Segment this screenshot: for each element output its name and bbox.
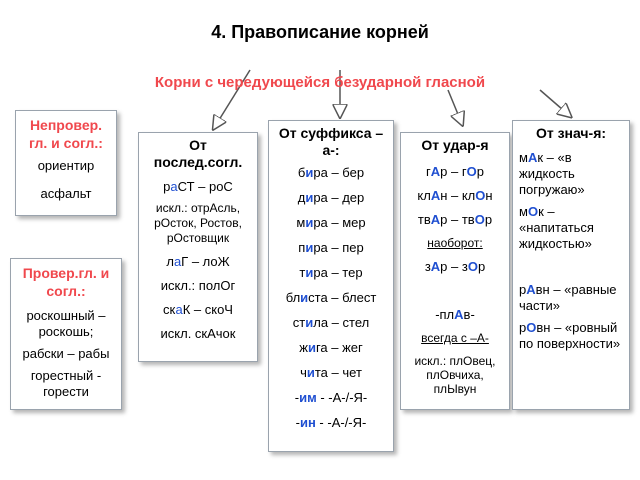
root-pair: клАн – клОн [417,188,493,203]
root-pair: -плАв- [435,307,475,322]
last-consonant-box [138,132,258,362]
stress-header: От удар-я [421,137,489,153]
suffix-pair: жига – жег [299,340,363,355]
suffix-pair: чита – чет [300,365,362,380]
meaning-entry: мОк – «напитаться жидкостью» [519,204,594,251]
verifiable-header: Провер.гл. и согл.: [22,265,110,299]
example-word: роскошный – роскошь; [26,308,106,339]
unverifiable-box [15,110,117,216]
suffix-box [268,120,394,452]
page-subtitle: Корни с чередующейся безударной гласной [154,74,486,91]
meaning-entry: мАк – «в жидкость погружаю» [519,150,585,197]
suffix-pair: -им - -А-/-Я- [294,390,368,405]
suffix-pair: мира – мер [296,215,366,230]
suffix-pair: блиста – блест [285,290,377,305]
exception-text: искл.: полОг [160,278,236,293]
suffix-header: От суффикса –а-: [278,125,384,158]
suffix-pair: бира – бер [297,165,365,180]
root-pair: раСТ – роС [163,179,233,194]
meaning-entry: рАвн – «равные части» [519,282,617,313]
suffix-pair: стила – стел [292,315,370,330]
suffix-pair: пира – пер [298,240,364,255]
arrow-to-znach [540,90,570,116]
page-title: 4. Правописание корней [211,22,429,42]
verifiable-box [10,258,122,410]
suffix-pair: -ин - -А-/-Я- [295,415,367,430]
root-pair: твАр – твОр [417,212,493,227]
stress-box [400,132,510,410]
example-word: рабски – рабы [22,346,110,361]
example-word: асфальт [40,186,92,201]
root-pair: зАр – зОр [424,259,486,274]
meaning-box [512,120,630,410]
suffix-pair: дира – дер [297,190,365,205]
naoborot-label: наоборот: [427,236,483,250]
suffix-pair: тира – тер [299,265,363,280]
meaning-entry: рОвн – «ровный по поверхности» [519,320,621,351]
exception-text: искл.: отрАсль, рОсток, Ростов, рОстовщик [154,201,242,245]
root-pair: лаГ – лоЖ [166,254,230,269]
root-pair: гАр – гОр [426,164,484,179]
example-word: ориентир [37,158,95,173]
suffix-pair-list [273,165,389,431]
exception-text: искл.: плОвец, плОвчиха, плЫвун [414,354,496,396]
unverifiable-header: Непровер. гл. и согл.: [29,117,103,151]
root-pair: скаК – скоЧ [163,302,233,317]
meaning-header: От знач-я: [535,125,607,141]
exception-text: искл. скАчок [160,326,236,341]
always-label: всегда с –А- [421,331,489,345]
last-consonant-header: От послед.согл. [153,137,243,170]
arrow-to-udar [448,90,462,124]
example-word: горестный - горести [30,368,102,399]
